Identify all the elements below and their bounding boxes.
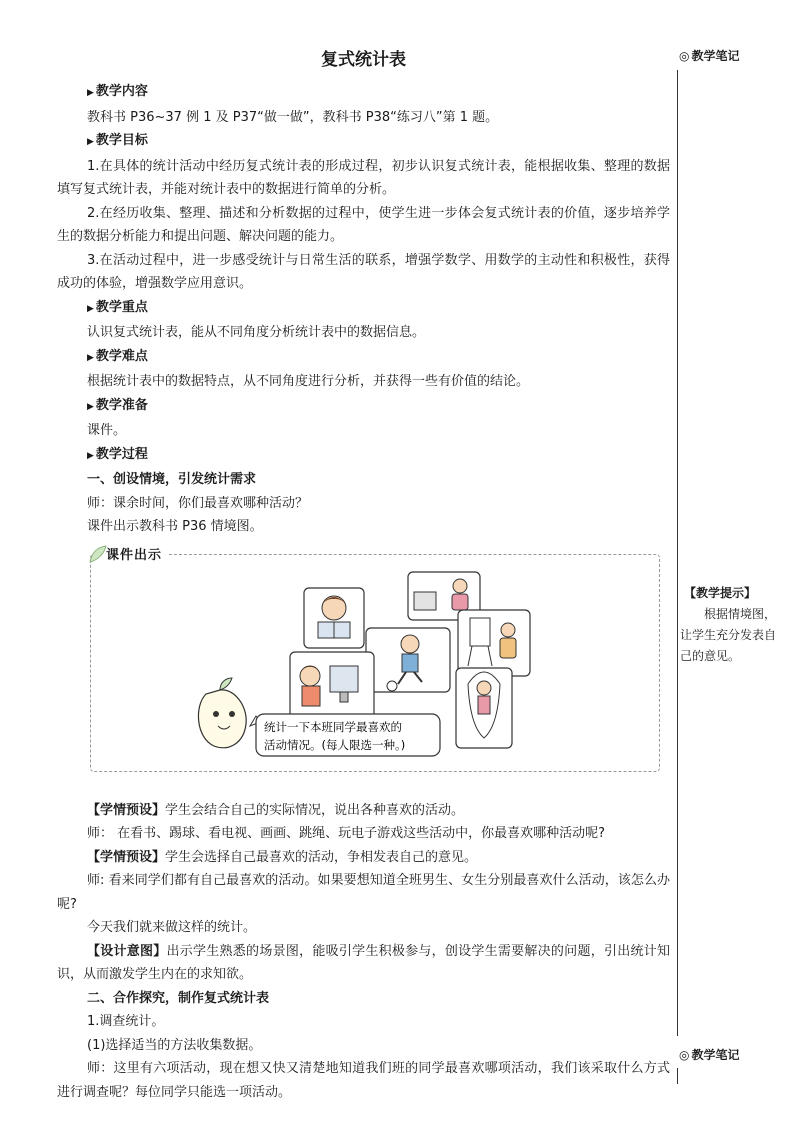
content-text: 教科书 P36~37 例 1 及 P37“做一做”，教科书 P38“练习八”第 1 题。: [87, 109, 499, 125]
show-courseware: 课件出示教科书 P36 情境图。: [87, 519, 263, 534]
page-title: 复式统计表: [321, 50, 406, 70]
speech-line-2: 活动情况。(每人限选一种。): [264, 738, 406, 752]
section-heading-content: ▶ 教学内容: [87, 84, 148, 99]
key-points-text: 认识复式统计表，能从不同角度分析统计表中的数据信息。: [87, 325, 426, 340]
computer-picture: [290, 652, 374, 720]
design-intent: 【设计意图】出示学生熟悉的场景图，能吸引学生积极参与，创设学生需要解决的问题，引出统计知识，从而激发学生内在的求知欲。: [57, 943, 670, 982]
triangle-icon: ▶: [87, 137, 94, 147]
painting-picture: [458, 610, 530, 676]
today-text: 今天我们就来做这样的统计。: [87, 920, 257, 935]
courseware-label: 课件出示: [100, 544, 168, 563]
triangle-icon: ▶: [87, 450, 94, 461]
goal-2: 2.在经历收集、整理、描述和分析数据的过程中，使学生进一步体会复式统计表的价值，逐步培养学生的数据分析能力和提出问题、解决问题的能力。: [57, 205, 670, 244]
section-heading-process: ▶ 教学过程: [87, 446, 148, 462]
jump-rope-picture: [456, 668, 512, 748]
speech-line-1: 统计一下本班同学最喜欢的: [264, 720, 402, 734]
notes-header-bottom: ◎ 教学笔记: [679, 1048, 740, 1062]
circle-bullet-icon: ◎: [679, 49, 690, 63]
notes-header-top: ◎ 教学笔记: [679, 49, 740, 63]
teacher-question-3: 师: 看来同学们都有自己最喜欢的活动。如果要想知道全班男生、女生分别最喜欢什么活动，该怎么办呢?: [57, 873, 670, 912]
section-heading-key-points: ▶ 教学重点: [87, 299, 148, 315]
leaf-decoration-icon: [88, 544, 108, 564]
notes-divider-bottom: [677, 1068, 678, 1084]
step-1-heading: 一、创设情境，引发统计需求: [87, 472, 257, 487]
football-picture: [366, 628, 450, 692]
step-2-heading: 二、合作探究，制作复式统计表: [87, 990, 270, 1006]
goal-3: 3.在活动过程中，进一步感受统计与日常生活的联系，增强学数学、用数学的主动性和积极性，获得成功的体验，增强数学应用意识。: [57, 252, 670, 291]
prediction-2: 【学情预设】学生会选择自己最喜欢的活动，争相发表自己的意见。: [87, 849, 478, 865]
triangle-icon: ▶: [87, 401, 94, 412]
preparation-text: 课件。: [87, 423, 127, 438]
section-heading-goals: ▶ 教学目标: [87, 133, 148, 148]
goal-1: 1.在具体的统计活动中经历复式统计表的形成过程，初步认识复式统计表，能根据收集、整理的数据填写复式统计表，并能对统计表中的数据进行简单的分析。: [57, 158, 670, 197]
triangle-icon: ▶: [87, 88, 94, 98]
triangle-icon: ▶: [87, 352, 94, 363]
circle-bullet-icon: ◎: [679, 1048, 690, 1062]
triangle-icon: ▶: [87, 303, 94, 314]
sub-step-2: (1)选择适当的方法收集数据。: [87, 1037, 262, 1053]
teacher-question-2: 师： 在看书、踢球、看电视、画画、跳绳、玩电子游戏这些活动中，你最喜欢哪种活动呢?: [87, 826, 606, 841]
section-heading-preparation: ▶ 教学准备: [87, 397, 148, 413]
scene-illustration: [190, 566, 550, 762]
sub-step-1: 1.调查统计。: [87, 1014, 165, 1029]
prediction-1: 【学情预设】学生会结合自己的实际情况，说出各种喜欢的活动。: [87, 802, 465, 818]
section-heading-difficulties: ▶ 教学难点: [87, 348, 148, 364]
notes-divider: [677, 70, 678, 1036]
teaching-tip: 【教学提示】 根据情境图，让学生充分发表自己的意见。: [680, 586, 777, 663]
mascot-character: [198, 678, 246, 748]
teacher-question-1: 师：课余时间，你们最喜欢哪种活动？: [87, 495, 309, 511]
reading-picture: [304, 588, 364, 648]
teacher-question-4: 师：这里有六项活动，现在想又快又清楚地知道我们班的同学最喜欢哪项活动，我们该采取什么方式进行调查呢？每位同学只能选一项活动。: [57, 1061, 670, 1100]
speech-bubble: [250, 714, 440, 756]
difficulties-text: 根据统计表中的数据特点，从不同角度进行分析，并获得一些有价值的结论。: [87, 374, 530, 389]
